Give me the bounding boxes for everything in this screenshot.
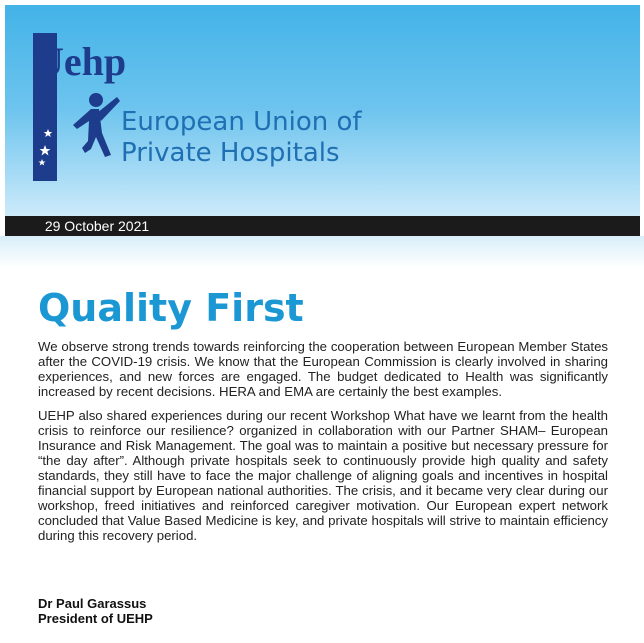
signature-title: President of UEHP <box>38 611 153 626</box>
uehp-logo <box>33 33 131 181</box>
org-name-line2: Private Hospitals <box>121 138 340 168</box>
article-body <box>38 339 608 552</box>
article-title: Quality First <box>38 286 304 330</box>
header-fade <box>0 236 644 268</box>
org-name-line1: European Union of <box>121 107 362 137</box>
article-paragraph: We observe strong trends towards reinforcing the cooperation between European Member States after the COVID-19 crisis. We know that the European Commission is clearly involved in sharing experiences, and new forces are engaged. The budget dedicated to Health was significantly increased by recent decisions. HERA and EMA are certainly the best examples. <box>38 339 608 399</box>
organization-name <box>121 107 362 169</box>
article-paragraph: UEHP also shared experiences during our recent Workshop What have we learnt from the health crisis to reinforce our resilience? organized in collaboration with our Partner SHAM– European Insurance and Risk Management. The goal was to maintain a positive but necessary pressure for “the day after”. Although private hospitals seek to continuously provide high quality and safety standards, they still have to face the major challenge of aligning goals and incentives in hospital financial support by European national authorities. The crisis, and it became very clear during our workshop, freed initiatives and reinforced caregiver motivation. Our European expert network concluded that Value Based Medicine is key, and private hospitals will strive to maintain efficiency during this recovery period. <box>38 408 608 543</box>
issue-date: 29 October 2021 <box>36 216 158 236</box>
signature-name: Dr Paul Garassus <box>38 596 147 611</box>
signature <box>38 596 153 626</box>
svg-text:Uehp: Uehp <box>35 39 127 84</box>
